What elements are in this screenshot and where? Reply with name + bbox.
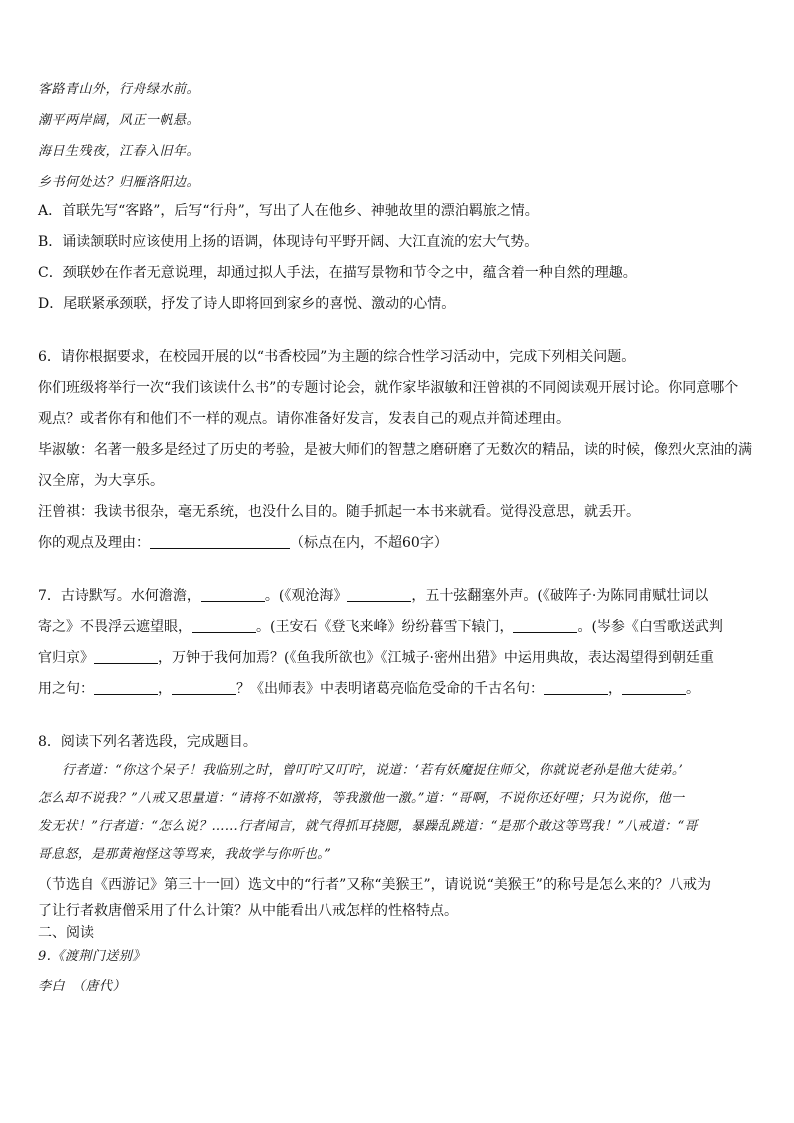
fill-blank[interactable] — [94, 649, 158, 664]
excerpt-line: 行者道：“你这个呆子！我临别之时，曾叮咛又叮咛，说道：‘若有妖魔捉住师父，你就说老孙是他大徒弟。’ — [62, 763, 684, 778]
poem-line: 乡书何处达？归雁洛阳边。 — [38, 175, 201, 190]
question-line — [38, 586, 758, 606]
question-8 — [38, 732, 758, 921]
question-text: ，五十弦翻塞外声。(《破阵子·为陈同甫赋壮词以 — [411, 588, 709, 604]
question-6 — [38, 347, 758, 553]
question-9 — [38, 947, 758, 997]
question-text: ？《出师表》中表明诸葛亮临危受命的千古名句： — [236, 681, 544, 697]
answer-label: 你的观点及理由： — [38, 535, 150, 551]
fill-blank[interactable] — [94, 680, 158, 695]
question-text: 了让行者救唐僧采用了什么计策？从中能看出八戒怎样的性格特点。 — [38, 903, 458, 919]
question-text: 。(王安石《登飞来峰》纷纷暮雪下辕门， — [256, 619, 514, 635]
question-text: 。 — [686, 681, 700, 697]
answer-blank[interactable] — [150, 534, 290, 549]
excerpt-line: 哥息怒，是那黄袍怪这等骂来，我故学与你听也。” — [38, 847, 332, 862]
question-text: 用之句： — [38, 681, 94, 697]
question-text: ， — [158, 681, 172, 697]
question-line — [38, 617, 758, 637]
option-b: B．诵读颔联时应该使用上扬的语调，体现诗句平野开阔、大江直流的宏大气势。 — [38, 234, 539, 250]
option-a: A．首联先写“客路”，后写“行舟”，写出了人在他乡、神驰故里的漂泊羁旅之情。 — [38, 203, 539, 219]
poem-line: 海日生残夜，江春入旧年。 — [38, 144, 201, 159]
question-text: 你们班级将举行一次“我们该读什么书”的专题讨论会，就作家毕淑敏和汪曾祺的不同阅读观开展讨论。你同意哪个 — [38, 380, 739, 396]
question-text: 。(《观沧海》 — [264, 588, 348, 604]
question-text: 官归京》 — [38, 650, 94, 666]
exam-page — [38, 80, 758, 997]
question-text: ，万钟于我何加焉？(《鱼我所欲也》《江城子·密州出猎》中运用典故，表达渴望得到朝廷重 — [158, 650, 714, 666]
question-line — [38, 679, 758, 699]
fill-blank[interactable] — [201, 587, 265, 602]
answer-options — [38, 201, 758, 314]
fill-blank[interactable] — [544, 680, 608, 695]
answer-line — [38, 533, 758, 553]
quote-bi-shumin: 毕淑敏：名著一般多是经过了历史的考验，是被大师们的智慧之磨研磨了无数次的精品，读的时候，像烈火烹油的满 — [38, 442, 752, 458]
fill-blank[interactable] — [622, 680, 686, 695]
option-d: D．尾联紧承颈联，抒发了诗人即将回到家乡的喜悦、激动的心情。 — [38, 296, 456, 312]
fill-blank[interactable] — [347, 587, 411, 602]
option-c: C．颈联妙在作者无意说理，却通过拟人手法，在描写景物和节令之中，蕴含着一种自然的理趣。 — [38, 265, 637, 281]
question-text: 。(岑参《白雪歌送武判 — [577, 619, 723, 635]
excerpt-line: 怎么却不说我？”八戒又思量道：“请将不如激将，等我激他一激。”道：“哥啊，不说你还好哩；只为说你，他一 — [38, 791, 685, 806]
question-text: （节选自《西游记》第三十一回）选文中的“行者”又称“美猴王”，请说说“美猴王”的称号是怎么来的？八戒为 — [38, 877, 711, 893]
poem-line: 客路青山外，行舟绿水前。 — [38, 82, 201, 97]
question-7 — [38, 586, 758, 699]
quote-wang-zengqi: 汪曾祺：我读书很杂，毫无系统，也没什么目的。随手抓起一本书来就看。觉得没意思，就丢开。 — [38, 504, 640, 520]
fill-blank[interactable] — [513, 618, 577, 633]
poem-author: 李白 （唐代） — [38, 979, 127, 994]
question-title: 8．阅读下列名著选段，完成题目。 — [38, 734, 257, 750]
answer-note: （标点在内，不超60字） — [290, 535, 448, 551]
section-heading: 二、阅读 — [38, 925, 94, 941]
poem-line: 潮平两岸阔，风正一帆悬。 — [38, 113, 201, 128]
fill-blank[interactable] — [172, 680, 236, 695]
question-text: 观点？或者你有和他们不一样的观点。请你准备好发言，发表自己的观点并简述理由。 — [38, 411, 570, 427]
question-title: 6．请你根据要求，在校园开展的以“书香校园”为主题的综合性学习活动中，完成下列相关问题。 — [38, 349, 636, 365]
quote-bi-shumin: 汉全席，为大享乐。 — [38, 473, 164, 489]
poem — [38, 80, 758, 193]
fill-blank[interactable] — [192, 618, 256, 633]
question-text: 7．古诗默写。水何澹澹， — [38, 588, 201, 604]
question-line — [38, 648, 758, 668]
question-text: 寄之》不畏浮云遮望眼， — [38, 619, 192, 635]
excerpt-line: 发无状！”行者道：“怎么说？……行者闻言，就气得抓耳挠腮，暴躁乱跳道：“是那个敢这等骂我！”八戒道：“哥 — [38, 819, 698, 834]
question-text: ， — [608, 681, 622, 697]
poem-title: 9.《渡荆门送别》 — [38, 949, 146, 964]
